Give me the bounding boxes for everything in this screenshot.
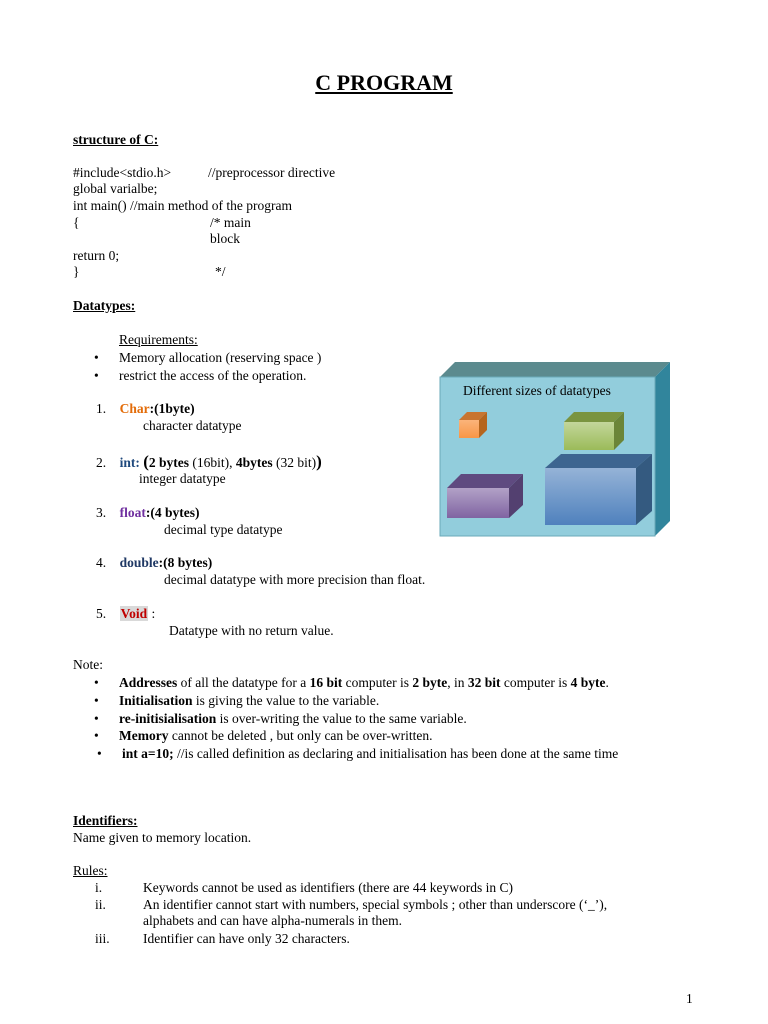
datatypes-heading: Datatypes: [73, 298, 136, 313]
page-number: 1 [686, 991, 693, 1006]
double-keyword: double [119, 555, 159, 570]
note-item-reinitialisation: • re-initisialisation is over-writing the value to the same variable. [119, 711, 467, 728]
identifiers-heading: Identifiers: [73, 813, 138, 828]
rule-number: i. [95, 880, 103, 895]
structure-heading: structure of C: [73, 132, 159, 147]
datatype-item-void: 5. Void : [96, 606, 156, 621]
datatype-item-double: 4. double:(8 bytes) [96, 555, 213, 570]
rule-text: Keywords cannot be used as identifiers (there are 44 keywords in C) [143, 880, 514, 895]
int-desc: integer datatype [139, 471, 226, 486]
note-item-addresses: • Addresses of all the datatype for a 16 bit computer is 2 byte, in 32 bit computer is 4 byte. [119, 675, 609, 692]
code-line-open-brace: { [73, 215, 80, 230]
code-comment-end: */ [215, 264, 226, 279]
code-line-main: int main() //main method of the program [73, 198, 292, 213]
float-desc: decimal type datatype [164, 522, 283, 537]
cube-blue [545, 454, 652, 525]
page-title: C PROGRAM [315, 70, 453, 95]
code-comment-main: /* main [210, 215, 251, 230]
diagram-label: Different sizes of datatypes [463, 383, 611, 398]
code-line-global: global varialbe; [73, 181, 158, 196]
int-keyword: int: [119, 455, 140, 470]
note-item-definition: • int a=10; //is called definition as declaring and initialisation has been done at the same time [122, 746, 618, 763]
cube-purple [447, 474, 523, 518]
rule-text-continued: alphabets and can have alpha-numerals in them. [143, 913, 403, 928]
code-comment-preprocessor: //preprocessor directive [208, 165, 336, 180]
cube-green [564, 412, 624, 450]
code-comment-block: block [210, 231, 240, 246]
datatype-item-float: 3. float:(4 bytes) [96, 505, 200, 520]
requirement-item: • restrict the access of the operation. [119, 368, 306, 385]
char-desc: character datatype [143, 418, 242, 433]
code-line-return: return 0; [73, 248, 120, 263]
char-keyword: Char [119, 401, 150, 416]
rule-number: iii. [95, 931, 110, 946]
rule-text: Identifier can have only 32 characters. [143, 931, 350, 946]
datatype-sizes-diagram [436, 360, 676, 540]
box-side-face [655, 362, 670, 536]
note-item-memory: • Memory cannot be deleted , but only can be over-written. [119, 728, 433, 745]
code-line-close-brace: } [73, 264, 80, 279]
cube-orange [459, 412, 487, 438]
rule-text: An identifier cannot start with numbers, special symbols ; other than underscore (‘_’), [143, 897, 608, 912]
double-desc: decimal datatype with more precision than float. [164, 572, 426, 587]
float-keyword: float [119, 505, 146, 520]
void-keyword: Void [120, 606, 148, 621]
datatype-item-char: 1. Char:(1byte) [96, 401, 195, 416]
code-line-include: #include<stdio.h> [73, 165, 172, 180]
void-desc: Datatype with no return value. [169, 623, 334, 638]
requirements-label: Requirements: [119, 332, 198, 347]
rule-number: ii. [95, 897, 106, 912]
note-item-initialisation: • Initialisation is giving the value to the variable. [119, 693, 379, 710]
note-label: Note: [73, 657, 103, 672]
datatype-item-int: 2. int: (2 bytes (16bit), 4bytes (32 bit)) [96, 452, 322, 471]
identifiers-desc: Name given to memory location. [73, 830, 252, 845]
box-top-face [440, 362, 670, 377]
requirement-item: • Memory allocation (reserving space ) [119, 350, 321, 367]
rules-label: Rules: [73, 863, 108, 878]
